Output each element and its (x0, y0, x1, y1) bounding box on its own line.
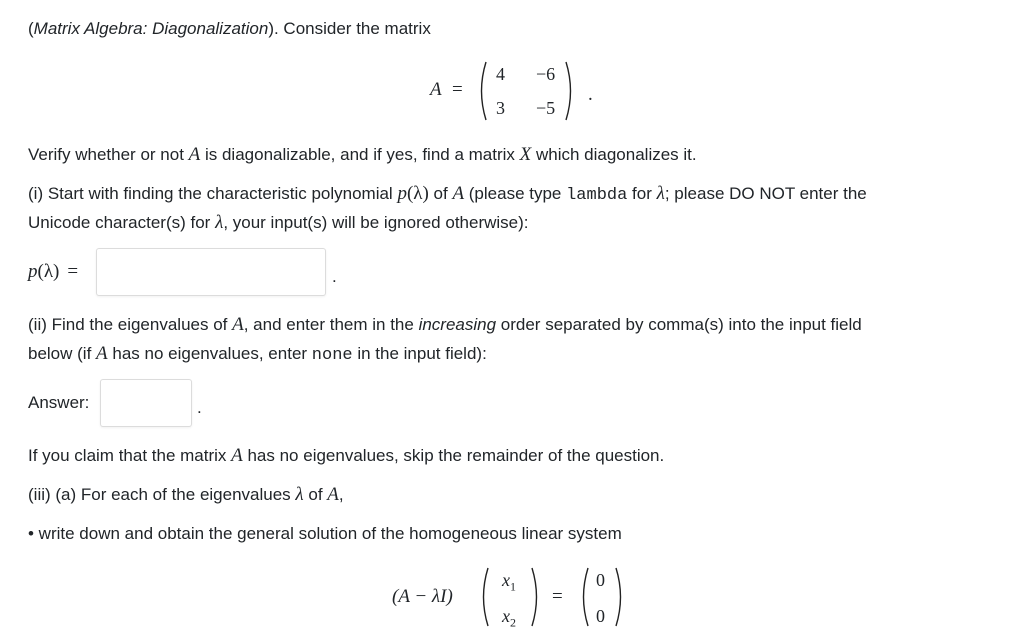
vector-x1: $x_1$ (502, 570, 516, 594)
right-paren-icon (530, 566, 542, 628)
system-lhs: (A − λI) (392, 586, 453, 607)
matrix-name: A (430, 79, 442, 100)
right-paren-icon (614, 566, 626, 628)
homogeneous-system-display (392, 566, 642, 628)
topic-label: Matrix Algebra: Diagonalization (33, 19, 269, 38)
claim-text: If you claim that the matrix A has no eigenvalues, skip the remainder of the question. (28, 445, 665, 466)
answer-label: Answer: (28, 393, 90, 412)
system-equals: = (552, 586, 563, 607)
verify-text: Verify whether or not A is diagonalizable, and if yes, find a matrix X which diagonalizes it. (28, 144, 697, 165)
left-paren-icon (578, 566, 590, 628)
matrix-a22: −5 (536, 98, 556, 118)
char-poly-period: . (332, 267, 337, 286)
question-intro: (Matrix Algebra: Diagonalization). Consider the matrix (28, 19, 431, 38)
part-ii-text-line1: (ii) Find the eigenvalues of A, and enter them in the increasing order separated by comma(s) into the input field (28, 314, 862, 335)
bullet-icon: • (28, 524, 34, 543)
zero-bottom: 0 (596, 606, 605, 626)
matrix-a12: −6 (536, 64, 556, 84)
matrix-a21: 3 (496, 98, 505, 118)
zero-top: 0 (596, 570, 605, 590)
matrix-equals: = (452, 79, 463, 100)
part-ii-text-line2: below (if A has no eigenvalues, enter none in the input field): (28, 343, 487, 365)
bullet-item: • write down and obtain the general solution of the homogeneous linear system (28, 524, 622, 543)
lambda-code: lambda (566, 186, 628, 205)
none-code: none (311, 346, 353, 365)
part-i-text-line1: (i) Start with finding the characteristic polynomial p(λ) of A (please type lambda for λ; please DO NOT enter the (28, 183, 867, 205)
left-paren-icon (478, 566, 490, 628)
answer-period: . (197, 398, 202, 417)
char-poly-input[interactable] (96, 248, 326, 296)
matrix-period: . (588, 84, 593, 105)
right-paren-icon (564, 60, 576, 122)
matrix-a11: 4 (496, 64, 505, 84)
vector-x2: $x_2$ (502, 606, 516, 630)
part-iii-text: (iii) (a) For each of the eigenvalues λ of A, (28, 484, 344, 505)
matrix-a-display (428, 58, 608, 122)
char-poly-label: p(λ) = (28, 261, 79, 282)
left-paren-icon (476, 60, 488, 122)
eigenvalues-answer-input[interactable] (100, 379, 192, 427)
part-i-text-line2: Unicode character(s) for λ, your input(s) will be ignored otherwise): (28, 212, 529, 233)
